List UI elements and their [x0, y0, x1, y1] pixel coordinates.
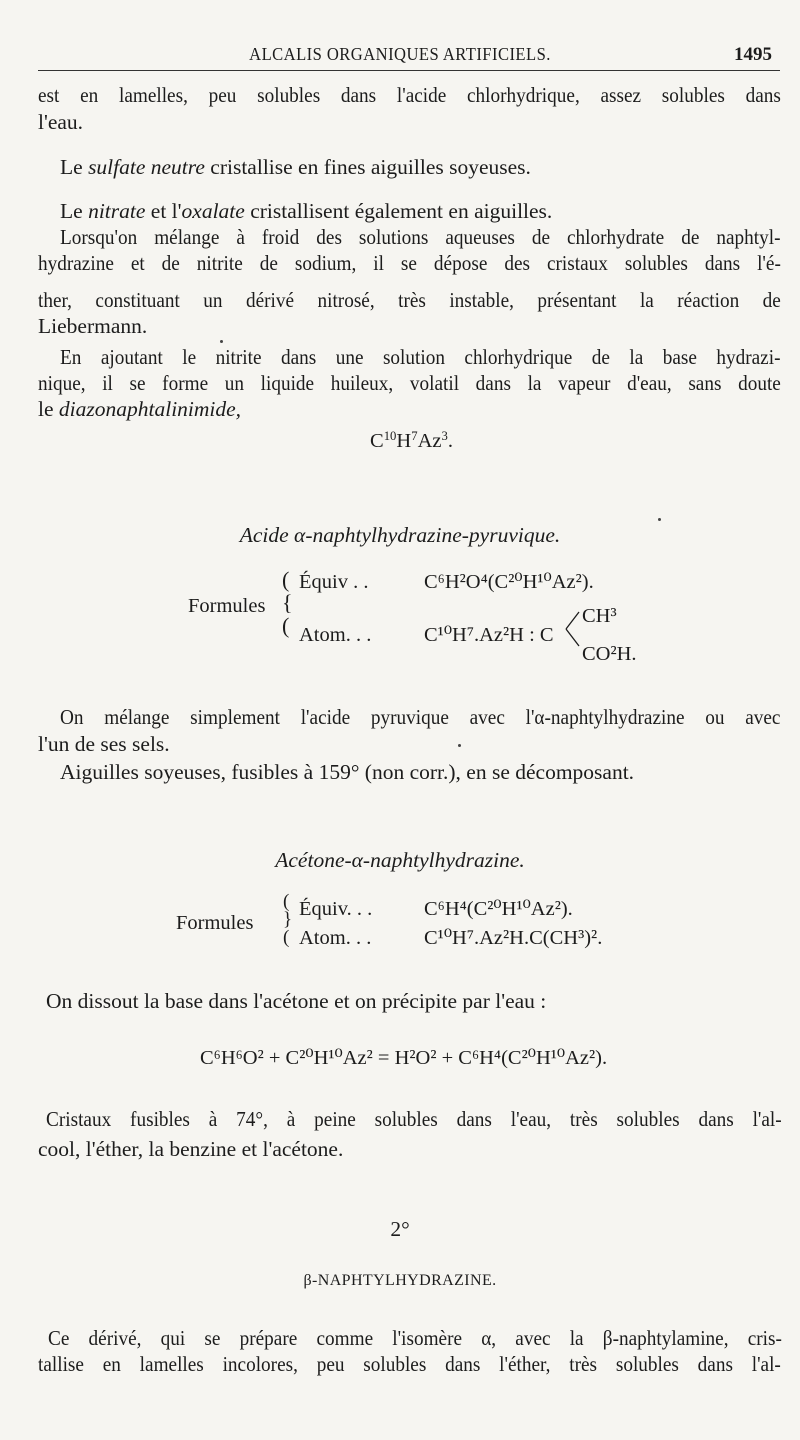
running-header-title: ALCALIS ORGANIQUES ARTIFICIELS. — [249, 44, 551, 64]
print-speck — [658, 518, 661, 521]
section-title: Acétone-α-naphtylhydrazine. — [275, 848, 525, 872]
print-speck — [458, 744, 461, 747]
paragraph-line: On mélange simplement l'acide pyruvique avec l'α-naphtylhydrazine ou avec — [60, 705, 781, 729]
formulas-label: Formules — [176, 912, 254, 934]
paragraph-line: Ce dérivé, qui se prépare comme l'isomère α, avec la β-naphtylamine, cris- — [48, 1326, 782, 1350]
formula-diazonaphtalinimide: $C^{10}H^7Az^3$. — [370, 429, 453, 452]
paragraph-line: nique, il se forme un liquide huileux, volatil dans la vapeur d'eau, sans doute — [38, 371, 781, 395]
equiv-label: Équiv . . — [299, 571, 369, 593]
section-title: Acide α-naphtylhydrazine-pyruvique. — [239, 523, 561, 547]
atom-label: Atom. . . — [299, 624, 372, 646]
formulas-label: Formules — [188, 595, 266, 617]
paragraph-line: Aiguilles soyeuses, fusibles à 159° (non corr.), en se décomposant. — [60, 760, 635, 784]
paragraph-line: tallise en lamelles incolores, peu solubles dans l'éther, très solubles dans l'al- — [38, 1352, 781, 1376]
header-rule — [38, 70, 780, 71]
atom-formula: C¹⁰H⁷.Az²H : C — [424, 624, 554, 646]
print-speck — [220, 340, 223, 343]
branch-bond-lines — [562, 606, 582, 652]
paragraph-sulfate: Le sulfate neutre cristallise en fines aiguilles soyeuses. — [60, 155, 531, 179]
paragraph-line: Lorsqu'on mélange à froid des solutions aqueuses de chlorhydrate de naphtyl- — [60, 225, 781, 249]
atom-branch-top: CH³ — [582, 605, 617, 627]
paragraph-line: En ajoutant le nitrite dans une solution chlorhydrique de la base hydrazi- — [60, 345, 781, 369]
paragraph-line: l'un de ses sels. — [38, 732, 170, 756]
paragraph-line: est en lamelles, peu solubles dans l'acide chlorhydrique, assez solubles dans — [38, 83, 781, 107]
paragraph-line: ther, constituant un dérivé nitrosé, très instable, présentant la réaction de — [38, 288, 781, 312]
paragraph-line: Cristaux fusibles à 74°, à peine solubles dans l'eau, très solubles dans l'al- — [46, 1107, 782, 1131]
reaction-equation: C⁶H⁶O² + C²⁰H¹⁰Az² = H²O² + C⁶H⁴(C²⁰H¹⁰Az²). — [200, 1047, 608, 1069]
brace: ( } ( — [283, 891, 293, 948]
atom-label: Atom. . . — [299, 927, 372, 949]
paragraph-line: Liebermann. — [38, 314, 148, 338]
brace: ( { ( — [282, 567, 293, 638]
paragraph-nitrate: Le nitrate et l'oxalate cristallisent également en aiguilles. — [60, 199, 553, 223]
equiv-label: Équiv. . . — [299, 898, 373, 920]
running-header — [0, 44, 800, 72]
paragraph-line: l'eau. — [38, 110, 84, 134]
equiv-formula: C⁶H²O⁴(C²⁰H¹⁰Az²). — [424, 571, 594, 593]
atom-branch-bottom: CO²H. — [582, 643, 637, 665]
page-number: 1495 — [734, 44, 772, 65]
atom-formula: C¹⁰H⁷.Az²H.C(CH³)². — [424, 927, 603, 949]
section-number: 2° — [390, 1217, 410, 1241]
section-title: β-NAPHTYLHYDRAZINE. — [303, 1272, 497, 1289]
paragraph-line: le diazonaphtalinimide, — [38, 397, 242, 421]
paragraph-line: cool, l'éther, la benzine et l'acétone. — [38, 1137, 344, 1161]
equiv-formula: C⁶H⁴(C²⁰H¹⁰Az²). — [424, 898, 573, 920]
paragraph-line: On dissout la base dans l'acétone et on précipite par l'eau : — [46, 989, 547, 1013]
paragraph-line: hydrazine et de nitrite de sodium, il se dépose des cristaux solubles dans l'é- — [38, 251, 781, 275]
